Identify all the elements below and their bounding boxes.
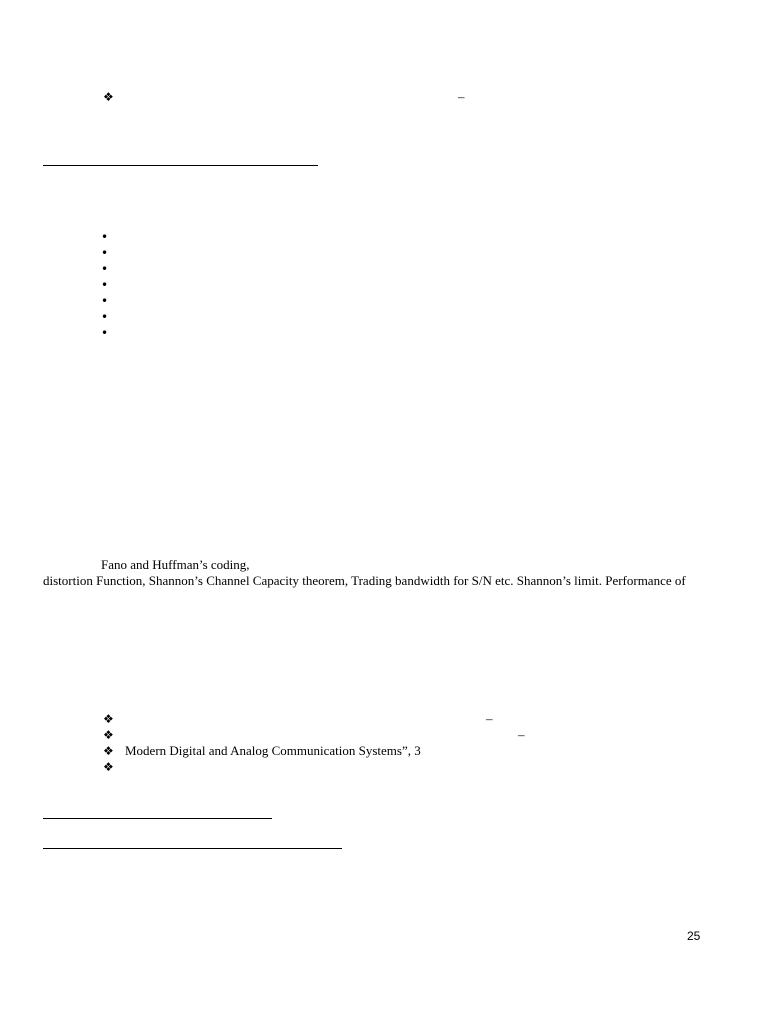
round-bullet-icon: • bbox=[101, 246, 109, 260]
section-underline bbox=[43, 165, 318, 166]
section-underline bbox=[43, 818, 272, 819]
round-bullet-icon: • bbox=[101, 326, 109, 340]
diamond-bullet-icon: ❖ bbox=[103, 728, 114, 742]
reference-3-text: Modern Digital and Analog Communication Systems”, 3 bbox=[125, 743, 421, 758]
round-bullet-icon: • bbox=[101, 230, 109, 244]
reference-1-dash: – bbox=[486, 711, 493, 726]
round-bullet-icon: • bbox=[101, 310, 109, 324]
round-bullet-icon: • bbox=[101, 294, 109, 308]
syllabus-line-1: Fano and Huffman’s coding, bbox=[101, 557, 250, 572]
top-dash: – bbox=[458, 89, 465, 104]
reference-2-dash: – bbox=[518, 727, 525, 742]
diamond-bullet-icon: ❖ bbox=[103, 760, 114, 774]
section-underline bbox=[43, 848, 342, 849]
diamond-bullet-icon: ❖ bbox=[103, 90, 114, 104]
diamond-bullet-icon: ❖ bbox=[103, 744, 114, 758]
syllabus-line-2: distortion Function, Shannon’s Channel Capacity theorem, Trading bandwidth for S/N etc. Shannon’s limit. Performance of bbox=[43, 573, 686, 588]
round-bullet-icon: • bbox=[101, 262, 109, 276]
round-bullet-icon: • bbox=[101, 278, 109, 292]
diamond-bullet-icon: ❖ bbox=[103, 712, 114, 726]
page-number: 25 bbox=[687, 929, 701, 943]
